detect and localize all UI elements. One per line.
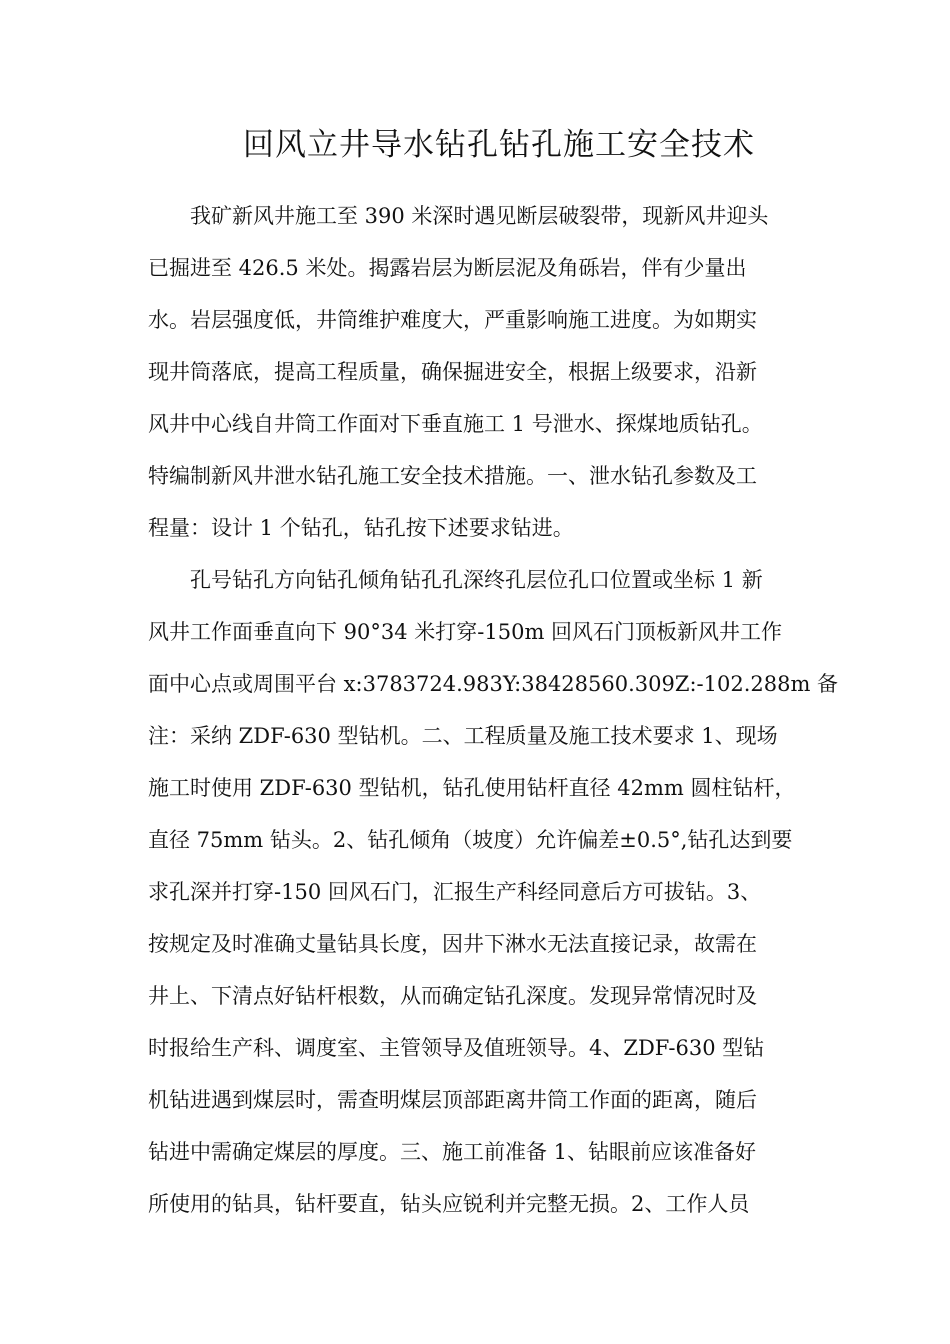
body-line: 施工时使用 ZDF-630 型钻机，钻孔使用钻杆直径 42mm 圆柱钻杆， (148, 776, 796, 800)
body-line: 所使用的钻具，钻杆要直，钻头应锐利并完整无损。2、工作人员 (148, 1192, 750, 1216)
body-line: 机钻进遇到煤层时，需查明煤层顶部距离井筒工作面的距离，随后 (148, 1088, 757, 1112)
body-line: 孔号钻孔方向钻孔倾角钻孔孔深终孔层位孔口位置或坐标 1 新 (148, 568, 763, 592)
document-title: 回风立井导水钻孔钻孔施工安全技术 (243, 127, 755, 163)
body-line: 直径 75mm 钻头。2、钻孔倾角（坡度）允许偏差±0.5°,钻孔达到要 (148, 828, 793, 852)
body-line: 钻进中需确定煤层的厚度。三、施工前准备 1、钻眼前应该准备好 (148, 1140, 757, 1164)
body-line: 水。岩层强度低，井筒维护难度大，严重影响施工进度。为如期实 (148, 308, 757, 332)
body-line: 面中心点或周围平台 x:3783724.983Y:38428560.309Z:-102.288m 备 (148, 672, 839, 696)
body-line: 现井筒落底，提高工程质量，确保掘进安全，根据上级要求，沿新 (148, 360, 757, 384)
body-line: 按规定及时准确丈量钻具长度，因井下淋水无法直接记录，故需在 (148, 932, 757, 956)
body-line: 程量：设计 1 个钻孔，钻孔按下述要求钻进。 (148, 516, 574, 540)
body-line: 已掘进至 426.5 米处。揭露岩层为断层泥及角砾岩，伴有少量出 (148, 256, 747, 280)
body-line: 注：采纳 ZDF-630 型钻机。二、工程质量及施工技术要求 1、现场 (148, 724, 778, 748)
body-line: 风井工作面垂直向下 90°34 米打穿-150m 回风石门顶板新风井工作 (148, 620, 783, 644)
body-line: 风井中心线自井筒工作面对下垂直施工 1 号泄水、探煤地质钻孔。 (148, 412, 763, 436)
body-line: 时报给生产科、调度室、主管领导及值班领导。4、ZDF-630 型钻 (148, 1036, 765, 1060)
body-line: 井上、下清点好钻杆根数，从而确定钻孔深度。发现异常情况时及 (148, 984, 757, 1008)
body-line: 我矿新风井施工至 390 米深时遇见断层破裂带，现新风井迎头 (148, 204, 769, 228)
body-line: 特编制新风井泄水钻孔施工安全技术措施。一、泄水钻孔参数及工 (148, 464, 757, 488)
body-line: 求孔深并打穿-150 回风石门，汇报生产科经同意后方可拔钻。3、 (148, 880, 762, 904)
